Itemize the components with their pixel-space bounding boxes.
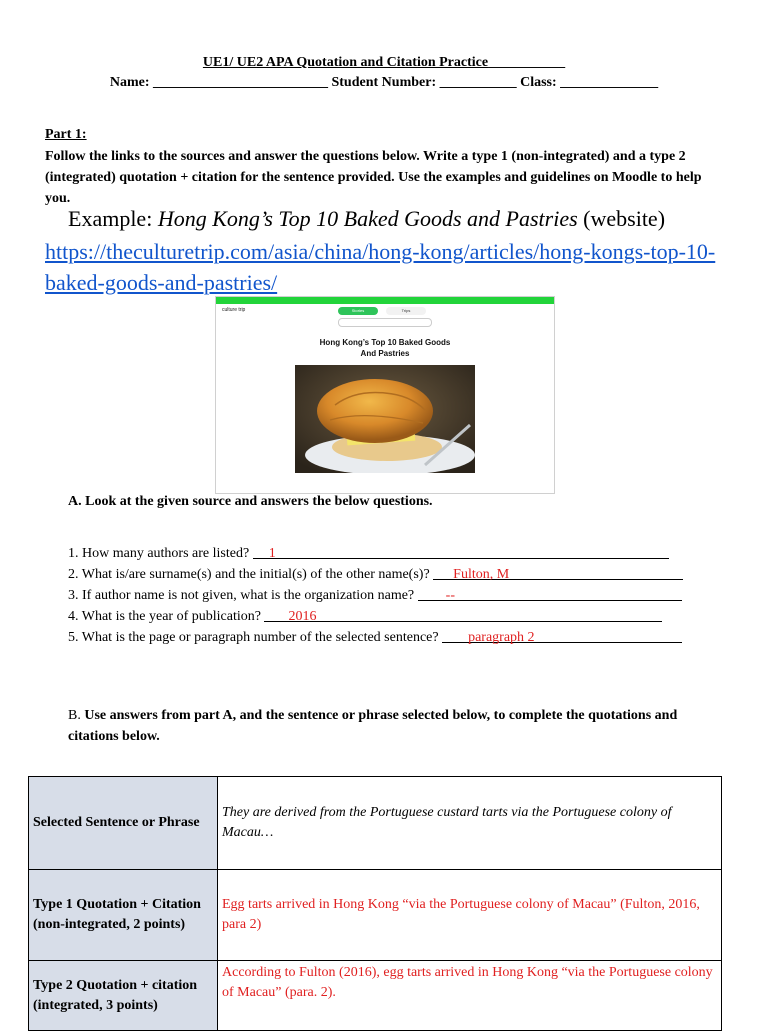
answer-2: Fulton, M [453, 567, 510, 582]
type-2-label: Type 2 Quotation + citation (integrated, 3 points) [29, 961, 218, 1031]
question-3-text: If author name is not given, what is the organization name? [82, 588, 415, 603]
question-1 [68, 544, 728, 565]
question-list [68, 544, 728, 649]
type-1-label: Type 1 Quotation + Citation (non-integrated, 2 points) [29, 870, 218, 961]
section-b-heading [68, 705, 728, 747]
name-label: Name: [109, 75, 150, 90]
answer-3: -- [445, 588, 455, 603]
name-blank[interactable]: _________________________ [152, 75, 328, 90]
section-a-heading: A. Look at the given source and answers the below questions. [68, 494, 433, 509]
screenshot-title-line-1: Hong Kong’s Top 10 Baked Goods [319, 338, 451, 347]
screenshot-tab-stories: Stories [338, 307, 378, 315]
student-info-line [0, 75, 768, 91]
screenshot-logo: culture trip [222, 307, 246, 313]
type-1-answer[interactable]: Egg tarts arrived in Hong Kong “via the Portuguese colony of Macau” (Fulton, 2016, para 2) [218, 870, 722, 961]
student-number-label: Student Number: [331, 75, 437, 90]
question-4 [68, 607, 728, 628]
table-row [29, 870, 722, 961]
answer-1: 1 [268, 546, 276, 561]
example-heading [68, 206, 665, 232]
example-url-link[interactable]: https://theculturetrip.com/asia/china/hong-kong/articles/hong-kongs-top-10-baked-goods-and-pastries/ [45, 239, 716, 295]
example-prefix: Example: [68, 206, 158, 231]
question-2-text: What is/are surname(s) and the initial(s) of the other name(s)? [81, 567, 430, 582]
question-5-text: What is the page or paragraph number of the selected sentence? [81, 630, 439, 645]
question-5 [68, 628, 728, 649]
question-4-text: What is the year of publication? [81, 609, 261, 624]
worksheet-title [0, 55, 768, 71]
pineapple-bun-illustration [295, 365, 475, 473]
part-label: Part 1: [45, 127, 87, 142]
instructions: Follow the links to the sources and answer the questions below. Write a type 1 (non-integrated) and a type 2 (integrated) quotation + citation for the sentence provided. Use the examples and guidelines on Moodle to help you. [45, 149, 702, 206]
question-5-number: 5. [68, 630, 79, 645]
table-row [29, 961, 722, 1031]
website-screenshot [215, 296, 555, 494]
selected-sentence-label: Selected Sentence or Phrase [29, 777, 218, 870]
question-3-number: 3. [68, 588, 79, 603]
screenshot-article-title [216, 337, 554, 359]
screenshot-search-bar [338, 318, 432, 327]
pineapple-bun-photo [295, 365, 475, 473]
example-source-type: (website) [577, 206, 666, 231]
answer-5: paragraph 2 [468, 630, 535, 645]
screenshot-banner [216, 297, 554, 304]
worksheet-title-text: UE1/ UE2 APA Quotation and Citation Practice [202, 55, 489, 70]
example-source-title: Hong Kong’s Top 10 Baked Goods and Pastries [157, 206, 578, 231]
screenshot-tab-trips: Trips [386, 307, 426, 315]
selected-sentence-value: They are derived from the Portuguese custard tarts via the Portuguese colony of Macau… [218, 777, 722, 870]
answer-1-blank[interactable] [253, 544, 669, 559]
class-label: Class: [520, 75, 557, 90]
class-blank[interactable]: ______________ [560, 75, 659, 90]
citation-table [28, 776, 722, 1031]
question-4-number: 4. [68, 609, 79, 624]
question-1-number: 1. [68, 546, 79, 561]
question-2 [68, 565, 728, 586]
section-b-letter: B. [68, 708, 81, 723]
type-2-answer[interactable]: According to Fulton (2016), egg tarts arrived in Hong Kong “via the Portuguese colony of Macau” (para. 2). [218, 961, 722, 1031]
student-number-blank[interactable]: ___________ [439, 75, 517, 90]
title-tail-blank: ___________ [488, 55, 566, 70]
question-2-number: 2. [68, 567, 79, 582]
question-3 [68, 586, 728, 607]
screenshot-title-line-2: And Pastries [360, 349, 410, 358]
answer-5-blank[interactable] [442, 628, 682, 643]
section-b-text: Use answers from part A, and the sentence or phrase selected below, to complete the quotations and citations below. [68, 708, 678, 744]
table-row [29, 777, 722, 870]
answer-2-blank[interactable] [433, 565, 683, 580]
answer-4: 2016 [288, 609, 317, 624]
answer-3-blank[interactable] [418, 586, 682, 601]
question-1-text: How many authors are listed? [82, 546, 250, 561]
answer-4-blank[interactable] [264, 607, 662, 622]
